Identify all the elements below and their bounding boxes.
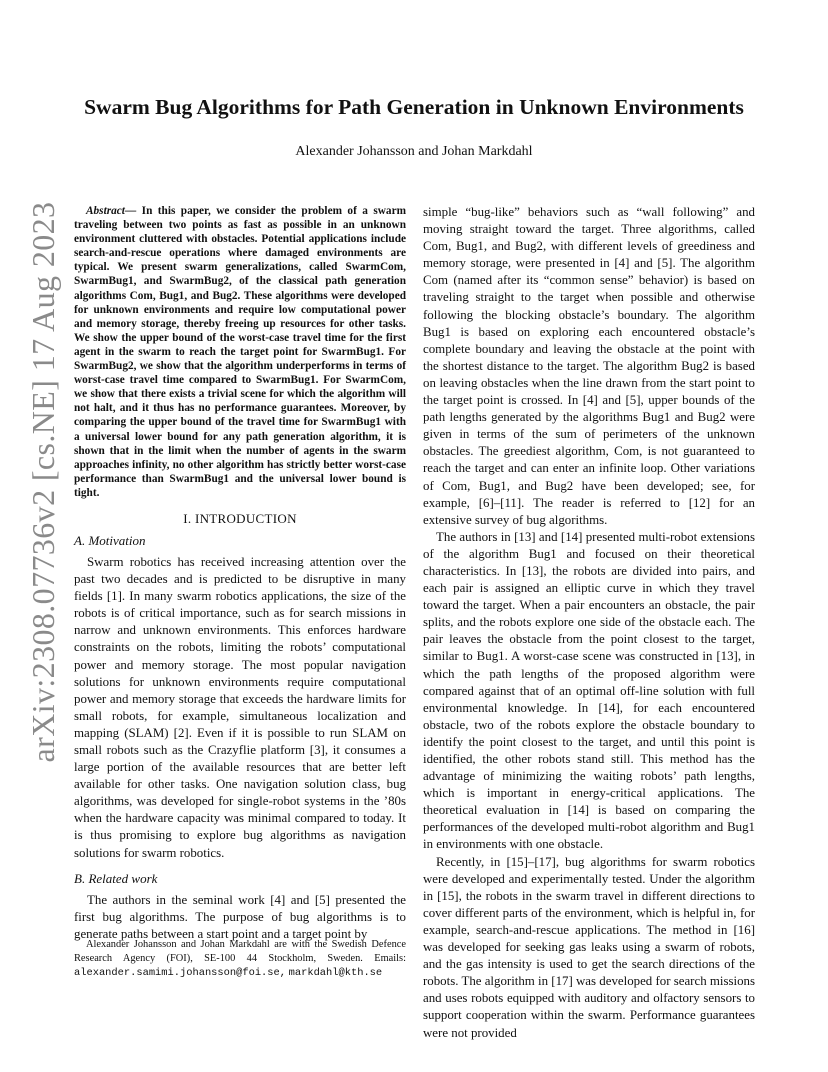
right-column: [423, 204, 755, 1042]
multi-robot-paragraph: The authors in [13] and [14] presented multi-robot extensions of the algorithm Bug1 and focused on their theoretical characteristics. In [13], the robots are divided into pairs, and each pair is assigned an elliptic curve in which they travel toward the target. When a pair encounters an obstacle, the pair splits, and the robots explore one side of the obstacle each. The pair leaves the obstacle from the point closest to the target, similar to Bug1. A worst-case scene was constructed in [13], in which the path lengths of the proposed algorithm were compared against that of an optimal off-line solution with full environmental knowledge. In [14], for each encountered obstacle, two of the robots explore the obstacle boundary to identify the point closest to the target, and until this point is identified, the other robots stand still. This method has the advantage of minimizing the waiting robots’ path lengths, which is important in energy-critical applications. The theoretical evaluation in [14] is based on comparing the performances of the developed multi-robot algorithm and Bug1 in environments with one obstacle.: [423, 529, 755, 852]
paper-authors: Alexander Johansson and Johan Markdahl: [295, 144, 533, 159]
motivation-paragraph: Swarm robotics has received increasing attention over the past two decades and is predicted to be disruptive in many fields [1]. In many swarm robotics applications, the size of the robots is of critical importance, such as for search missions in narrow and unknown environments. This enforces hardware constraints on the robots, limiting the robots’ computational power and memory storage. The most popular navigation solutions for unknown environments require computational power and memory storage that exceeds the hardware limits for small robots, for example, simultaneous localization and mapping (SLAM) [2]. Even if it is possible to run SLAM on small robots such as the Crazyflie platform [3], it consumes a large portion of the available resources that are better left available for other tasks. One navigation solution class, bug algorithms, was developed for single-robot systems in the ’80s when the hardware capacity was minimal compared to today. It is thus promising to explore bug algorithms as navigation solutions for swarm robotics.: [74, 554, 406, 860]
abstract-label: Abstract: [86, 205, 125, 217]
subsection-heading-related-work: B. Related work: [74, 870, 158, 886]
arxiv-sidebar-stamp: arXiv:2308.07736v2 [cs.NE] 17 Aug 2023: [25, 201, 61, 763]
footnote-email-2: markdahl@kth.se: [288, 967, 383, 980]
abstract-text: In this paper, we consider the problem of a swarm traveling between two points as fast as possible in an unknown environment cluttered with obstacles. Potential applications include search-and-rescue operations where damaged environments are typical. We present swarm generalizations, called SwarmCom, SwarmBug1, and SwarmBug2, of the classical path generation algorithms Com, Bug1, and Bug2. These algorithms were developed for unknown environments and require low computational power and memory storage, thereby freeing up resources for other tasks. We show the upper bound of the worst-case travel time for the first agent in the swarm to reach the target point for SwarmBug1. For SwarmBug2, we show that the algorithm underperforms in terms of worst-case travel time compared to SwarmBug1. For SwarmCom, we show that there exists a trivial scene for which the algorithm will not halt, and it thus has no performance guarantees. Moreover, by comparing the upper bound of the travel time for SwarmBug1 with a universal lower bound for any path generation algorithm, it is shown that in the limit when the number of agents in the swarm approaches infinity, no other algorithm has strictly better worst-case performance than SwarmBug1 and the universal lower bound is tight.: [74, 205, 406, 499]
abstract: [74, 204, 406, 500]
author-affiliation-footnote: [74, 938, 406, 980]
footnote-text: Alexander Johansson and Johan Markdahl are with the Swedish Defence Research Agency (FOI), SE-100 44 Stockholm, Sweden. Emails:: [74, 939, 406, 965]
related-work-paragraph-continued: simple “bug-like” behaviors such as “wall following” and moving straight toward the target. Three algorithms, called Com, Bug1, and Bug2, with different levels of greediness and memory storage, were presented in [4] and [5]. The algorithm Com (named after its “common sense” behavior) is based on traveling straight to the target when possible and otherwise following the blocking obstacle’s boundary. The algorithm Bug1 is based on exploring each encountered obstacle’s complete boundary and leaving the obstacle at the point with the shortest distance to the target. The algorithm Bug2 is based on leaving obstacles when the line drawn from the start point to the target point is crossed. In [4] and [5], upper bounds of the path lengths generated by the algorithms Bug1 and Bug2 were given in terms of the sum of perimeters of the unknown obstacles. The greediest algorithm, Com, is not guaranteed to reach the target and can enter an infinite loop. Other variations of Com, Bug1, and Bug2 have been developed; see, for example, [6]–[11]. The reader is referred to [12] for an extensive survey of bug algorithms.: [423, 205, 755, 527]
recent-work-paragraph: Recently, in [15]–[17], bug algorithms for swarm robotics were developed and experimentally tested. Under the algorithm in [15], the robots in the swarm travel in different directions to cover different parts of the environment, which is helpful in, for example, search-and-rescue applications. The method in [16] was developed for seeking gas leaks using a swarm of robots, and the gas intensity is used to get the search directions of the robots. The algorithm in [17] was developed for search missions and uses robots equipped with auditory and olfactory sensors to support cooperation within the swarm. Performance guarantees were not provided: [423, 854, 755, 1040]
paper-title: Swarm Bug Algorithms for Path Generation in Unknown Environments: [84, 95, 744, 119]
abstract-dash: —: [124, 205, 142, 217]
subsection-heading-motivation: A. Motivation: [74, 532, 146, 548]
left-column: [74, 204, 406, 943]
section-heading-introduction: I. INTRODUCTION: [183, 510, 297, 526]
footnote-email-1: alexander.samimi.johansson@foi.se,: [74, 967, 287, 980]
related-work-paragraph-start: The authors in the seminal work [4] and [5] presented the first bug algorithms. The purpose of bug algorithms is to generate paths between a start point and a target point by: [74, 892, 406, 941]
